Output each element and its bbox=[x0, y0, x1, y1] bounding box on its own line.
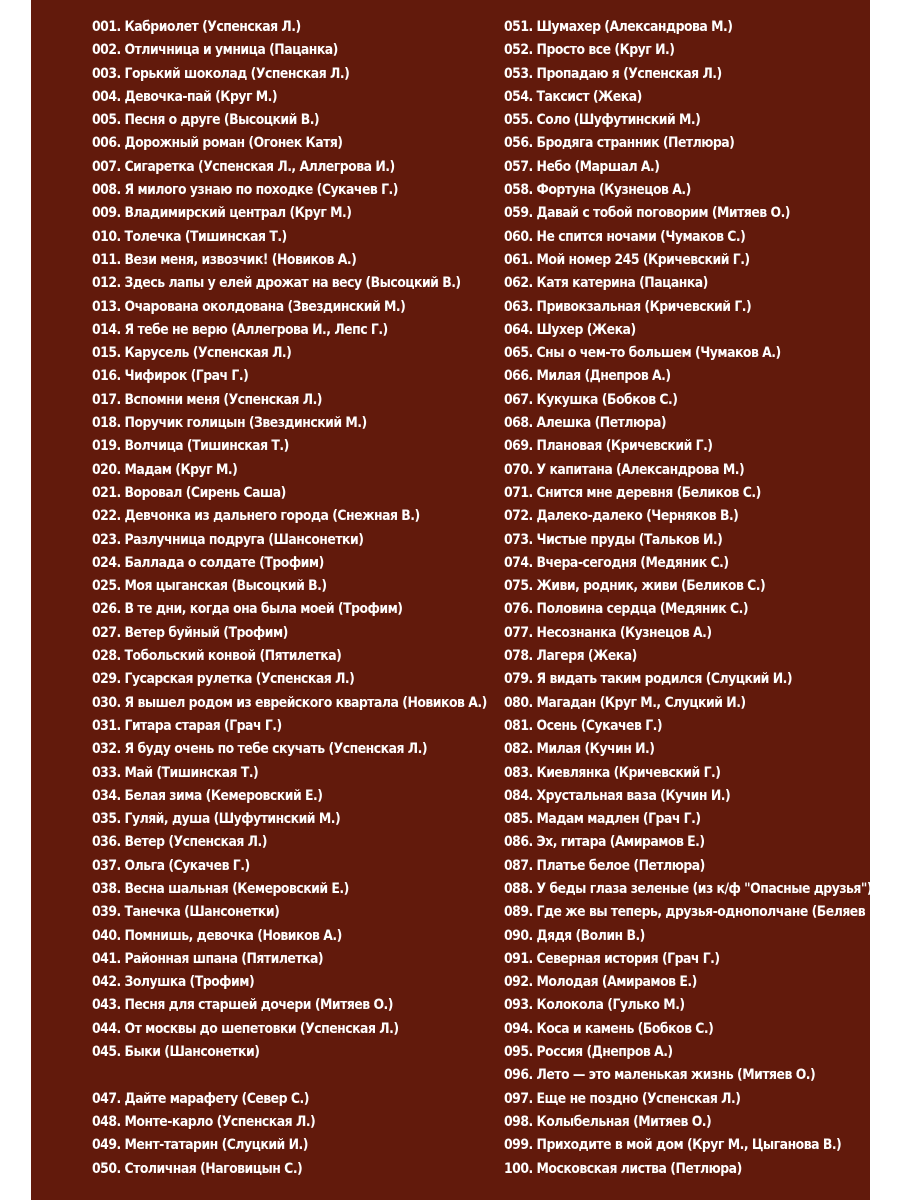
track-item: 015. Карусель (Успенская Л.) bbox=[92, 345, 292, 362]
track-item: 031. Гитара старая (Грач Г.) bbox=[92, 717, 282, 734]
track-item: 048. Монте-карло (Успенская Л.) bbox=[92, 1113, 316, 1130]
track-item: 062. Катя катерина (Пацанка) bbox=[504, 275, 708, 292]
track-item: 045. Быки (Шансонетки) bbox=[92, 1044, 260, 1061]
tracklist-panel bbox=[31, 0, 887, 1200]
track-item: 080. Магадан (Круг М., Слуцкий И.) bbox=[504, 694, 746, 711]
track-item: 042. Золушка (Трофим) bbox=[92, 974, 255, 991]
tracklist-right-column bbox=[504, 16, 900, 1181]
track-item: 067. Кукушка (Бобков С.) bbox=[504, 391, 678, 408]
tracklist-left-column bbox=[92, 16, 487, 1181]
track-item: 051. Шумахер (Александрова М.) bbox=[504, 19, 733, 35]
track-item: 052. Просто все (Круг И.) bbox=[504, 42, 675, 59]
track-item: 013. Очарована околдована (Звездинский М.) bbox=[92, 298, 406, 315]
track-item: 011. Вези меня, извозчик! (Новиков А.) bbox=[92, 251, 357, 268]
track-item: 006. Дорожный роман (Огонек Катя) bbox=[92, 135, 343, 152]
track-item: 039. Танечка (Шансонетки) bbox=[92, 904, 280, 921]
track-item: 085. Мадам мадлен (Грач Г.) bbox=[504, 811, 701, 828]
track-item: 027. Ветер буйный (Трофим) bbox=[92, 624, 288, 641]
track-item: 055. Соло (Шуфутинский М.) bbox=[504, 112, 701, 129]
track-item: 043. Песня для старшей дочери (Митяев О.) bbox=[92, 997, 393, 1014]
track-item: 095. Россия (Днепров А.) bbox=[504, 1044, 673, 1061]
track-item: 061. Мой номер 245 (Кричевский Г.) bbox=[504, 251, 750, 268]
track-item: 060. Не спится ночами (Чумаков С.) bbox=[504, 228, 746, 245]
track-item: 023. Разлучница подруга (Шансонетки) bbox=[92, 531, 364, 548]
track-item: 028. Тобольский конвой (Пятилетка) bbox=[92, 648, 342, 665]
track-item: 100. Московская листва (Петлюра) bbox=[504, 1160, 742, 1177]
track-item: 077. Несознанка (Кузнецов А.) bbox=[504, 624, 712, 641]
track-item: 072. Далеко-далеко (Черняков В.) bbox=[504, 508, 739, 525]
track-item: 010. Толечка (Тишинская Т.) bbox=[92, 228, 287, 245]
track-item: 089. Где же вы теперь, друзья-однополчане (Беляев Е.) bbox=[504, 904, 887, 921]
track-item: 002. Отличница и умница (Пацанка) bbox=[92, 42, 338, 59]
track-item: 022. Девчонка из дальнего города (Снежная В.) bbox=[92, 508, 420, 525]
track-item: 034. Белая зима (Кемеровский Е.) bbox=[92, 787, 323, 804]
track-item: 029. Гусарская рулетка (Успенская Л.) bbox=[92, 671, 355, 688]
track-item: 025. Моя цыганская (Высоцкий В.) bbox=[92, 578, 327, 595]
track-item: 012. Здесь лапы у елей дрожат на весу (Высоцкий В.) bbox=[92, 275, 461, 292]
track-item: 070. У капитана (Александрова М.) bbox=[504, 461, 745, 478]
track-item: 078. Лагеря (Жека) bbox=[504, 648, 637, 665]
track-item: 047. Дайте марафету (Север С.) bbox=[92, 1090, 309, 1107]
track-item: 005. Песня о друге (Высоцкий В.) bbox=[92, 112, 320, 129]
track-item: 075. Живи, родник, живи (Беликов С.) bbox=[504, 578, 766, 595]
track-item: 099. Приходите в мой дом (Круг М., Цыганова В.) bbox=[504, 1137, 842, 1154]
track-item: 073. Чистые пруды (Тальков И.) bbox=[504, 531, 723, 548]
track-item: 088. У беды глаза зеленые (из к/ф "Опасные друзья") bbox=[504, 880, 873, 897]
track-item: 065. Сны о чем-то большем (Чумаков А.) bbox=[504, 345, 781, 362]
track-item: 041. Районная шпана (Пятилетка) bbox=[92, 950, 324, 967]
track-item: 016. Чифирок (Грач Г.) bbox=[92, 368, 249, 385]
track-item: 091. Северная история (Грач Г.) bbox=[504, 950, 720, 967]
track-item: 087. Платье белое (Петлюра) bbox=[504, 857, 705, 874]
track-item: 086. Эх, гитара (Амирамов Е.) bbox=[504, 834, 705, 851]
track-item: 044. От москвы до шепетовки (Успенская Л.) bbox=[92, 1020, 399, 1037]
track-item: 094. Коса и камень (Бобков С.) bbox=[504, 1020, 714, 1037]
track-item: 032. Я буду очень по тебе скучать (Успенская Л.) bbox=[92, 741, 428, 758]
track-item: 001. Кабриолет (Успенская Л.) bbox=[92, 19, 301, 35]
track-item: 071. Снится мне деревня (Беликов С.) bbox=[504, 484, 761, 501]
track-item: 024. Баллада о солдате (Трофим) bbox=[92, 554, 324, 571]
track-item: 038. Весна шальная (Кемеровский Е.) bbox=[92, 880, 349, 897]
track-item: 096. Лето — это маленькая жизнь (Митяев О.) bbox=[504, 1067, 816, 1084]
track-item: 020. Мадам (Круг М.) bbox=[92, 461, 238, 478]
track-item: 053. Пропадаю я (Успенская Л.) bbox=[504, 65, 722, 82]
track-item: 076. Половина сердца (Медяник С.) bbox=[504, 601, 749, 618]
track-item: 083. Киевлянка (Кричевский Г.) bbox=[504, 764, 721, 781]
track-item: 098. Колыбельная (Митяев О.) bbox=[504, 1113, 712, 1130]
track-item: 093. Колокола (Гулько М.) bbox=[504, 997, 685, 1014]
track-item: 058. Фортуна (Кузнецов А.) bbox=[504, 182, 691, 199]
track-item: 035. Гуляй, душа (Шуфутинский М.) bbox=[92, 811, 341, 828]
track-item: 090. Дядя (Волин В.) bbox=[504, 927, 645, 944]
track-item: 056. Бродяга странник (Петлюра) bbox=[504, 135, 735, 152]
track-item: 037. Ольга (Сукачев Г.) bbox=[92, 857, 250, 874]
track-item: 084. Хрустальная ваза (Кучин И.) bbox=[504, 787, 731, 804]
track-item: 033. Май (Тишинская Т.) bbox=[92, 764, 259, 781]
track-item: 009. Владимирский централ (Круг М.) bbox=[92, 205, 352, 222]
track-item: 063. Привокзальная (Кричевский Г.) bbox=[504, 298, 752, 315]
track-item: 082. Милая (Кучин И.) bbox=[504, 741, 655, 758]
track-item: 017. Вспомни меня (Успенская Л.) bbox=[92, 391, 322, 408]
track-item: 069. Плановая (Кричевский Г.) bbox=[504, 438, 713, 455]
track-item: 014. Я тебе не верю (Аллегрова И., Лепс Г.) bbox=[92, 321, 388, 338]
track-item: 074. Вчера-сегодня (Медяник С.) bbox=[504, 554, 729, 571]
track-item: 064. Шухер (Жека) bbox=[504, 321, 636, 338]
track-item: 026. В те дни, когда она была моей (Трофим) bbox=[92, 601, 403, 618]
track-item: 079. Я видать таким родился (Слуцкий И.) bbox=[504, 671, 793, 688]
track-item: 030. Я вышел родом из еврейского квартала (Новиков А.) bbox=[92, 694, 487, 711]
track-item: 059. Давай с тобой поговорим (Митяев О.) bbox=[504, 205, 790, 222]
track-item: 081. Осень (Сукачев Г.) bbox=[504, 717, 663, 734]
track-item: 036. Ветер (Успенская Л.) bbox=[92, 834, 267, 851]
track-item: 021. Воровал (Сирень Саша) bbox=[92, 484, 286, 501]
track-item: 040. Помнишь, девочка (Новиков А.) bbox=[92, 927, 342, 944]
track-item: 003. Горький шоколад (Успенская Л.) bbox=[92, 65, 350, 82]
track-item: 050. Столичная (Наговицын С.) bbox=[92, 1160, 303, 1177]
track-item: 008. Я милого узнаю по походке (Сукачев Г.) bbox=[92, 182, 398, 199]
track-item: 092. Молодая (Амирамов Е.) bbox=[504, 974, 697, 991]
track-item: 066. Милая (Днепров А.) bbox=[504, 368, 671, 385]
track-item: 018. Поручик голицын (Звездинский М.) bbox=[92, 415, 367, 432]
track-item: 019. Волчица (Тишинская Т.) bbox=[92, 438, 289, 455]
track-item: 054. Таксист (Жека) bbox=[504, 88, 642, 105]
track-item: 004. Девочка-пай (Круг М.) bbox=[92, 88, 278, 105]
track-item: 057. Небо (Маршал А.) bbox=[504, 158, 660, 175]
track-item: 068. Алешка (Петлюра) bbox=[504, 415, 667, 432]
track-item: 007. Сигаретка (Успенская Л., Аллегрова И.) bbox=[92, 158, 395, 175]
track-item: 097. Еще не поздно (Успенская Л.) bbox=[504, 1090, 741, 1107]
list-spacer bbox=[92, 1064, 483, 1087]
track-item: 049. Мент-татарин (Слуцкий И.) bbox=[92, 1137, 308, 1154]
